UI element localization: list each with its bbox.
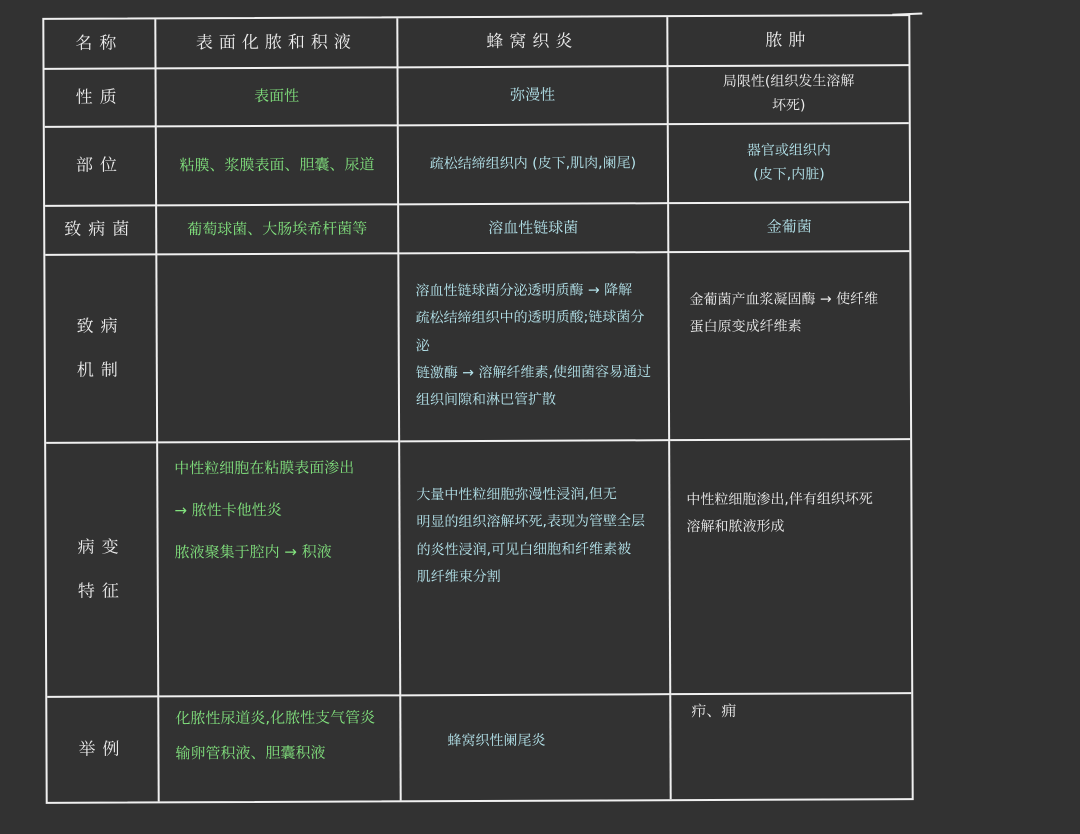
cell-mechanism-cellulitis: 溶血性链球菌分泌透明质酶 → 降解 疏松结缔组织中的透明质酸;链球菌分泌 链激酶 → 溶解纤维素,使细菌容易通过 组织间隙和淋巴管扩散 xyxy=(399,253,670,442)
row-label-nature: 性质 xyxy=(45,69,157,127)
cell-pathogen-abscess: 金葡菌 xyxy=(669,203,909,253)
cell-nature-surface: 表面性 xyxy=(157,68,399,127)
header-cellulitis: 蜂窝织炎 xyxy=(398,17,668,68)
row-label-examples: 举例 xyxy=(47,697,159,801)
cell-mechanism-abscess: 金葡菌产血浆凝固酶 → 使纤维 蛋白原变成纤维素 xyxy=(669,252,910,441)
cell-nature-cellulitis: 弥漫性 xyxy=(399,67,669,126)
cell-examples-abscess: 疖、痈 xyxy=(691,701,737,721)
cell-lesion-surface: 中性粒细胞在粘膜表面渗出 → 脓性卡他性炎 脓液聚集于腔内 → 积液 xyxy=(158,442,401,697)
cell-site-cellulitis: 疏松结缔组织内 (皮下,肌肉,阑尾) xyxy=(399,125,669,205)
header-surface-suppuration: 表面化脓和积液 xyxy=(156,18,398,69)
row-label-name: 名称 xyxy=(44,19,156,69)
cell-mechanism-surface xyxy=(157,254,400,443)
cell-lesion-abscess: 中性粒细胞渗出,伴有组织坏死 溶解和脓液形成 xyxy=(670,440,911,695)
row-label-site: 部位 xyxy=(45,127,157,206)
cell-examples-cellulitis: 蜂窝织性阑尾炎 xyxy=(401,695,671,800)
cell-pathogen-cellulitis: 溶血性链球菌 xyxy=(399,204,669,254)
comparison-table xyxy=(42,14,913,804)
cell-lesion-cellulitis: 大量中性粒细胞弥漫性浸润,但无 明显的组织溶解坏死,表现为管壁全层 的炎性浸润,可见白细胞和纤维素被 肌纤维束分割 xyxy=(400,441,671,696)
cell-site-surface: 粘膜、浆膜表面、胆囊、尿道 xyxy=(157,126,399,206)
row-label-mechanism: 致病 机制 xyxy=(45,255,158,443)
header-abscess: 脓肿 xyxy=(668,16,908,67)
cell-nature-abscess: 局限性(组织发生溶解 坏死) xyxy=(669,66,909,125)
cell-site-abscess: 器官或组织内 (皮下,内脏) xyxy=(669,124,909,204)
cell-examples-surface: 化脓性尿道炎,化脓性支气管炎 输卵管积液、胆囊积液 xyxy=(159,696,401,801)
row-label-pathogen: 致病菌 xyxy=(45,206,157,255)
cell-pathogen-surface: 葡萄球菌、大肠埃希杆菌等 xyxy=(157,205,399,255)
row-label-lesion-features: 病变 特征 xyxy=(46,443,159,697)
